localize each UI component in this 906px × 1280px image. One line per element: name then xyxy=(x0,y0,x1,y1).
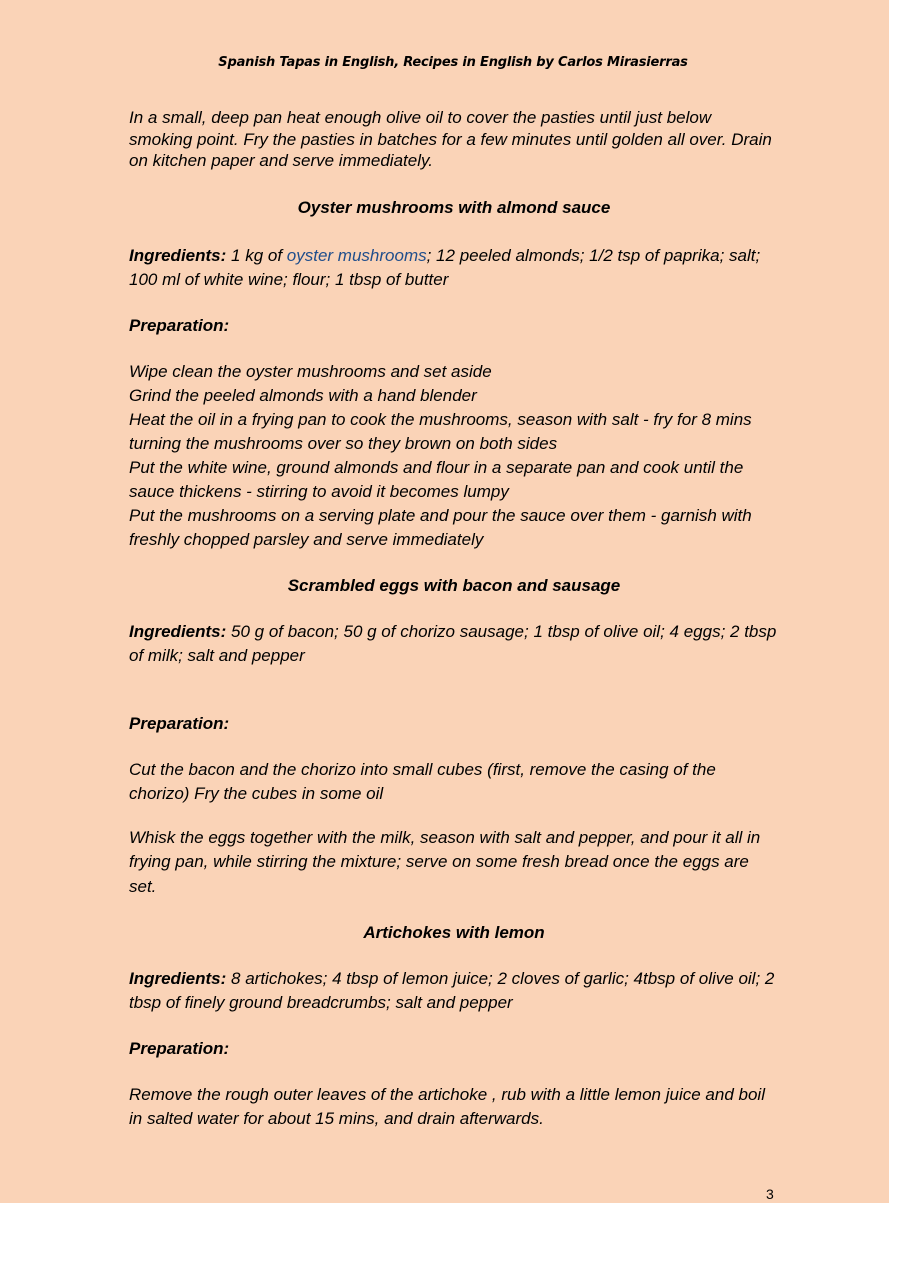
preparation-label: Preparation: xyxy=(129,315,230,335)
ingredients-artichokes xyxy=(129,967,779,1015)
ingredients-scrambled-eggs xyxy=(129,620,779,668)
recipe-title-oyster-mushrooms: Oyster mushrooms with almond sauce xyxy=(297,197,611,217)
preparation-step: Whisk the eggs together with the milk, season with salt and pepper, and pour it all in frying pan, while stirring the mixture; serve on some fresh bread once the eggs are set. xyxy=(129,827,761,896)
ingredients-text: 1 kg of xyxy=(226,245,287,265)
preparation-label: Preparation: xyxy=(129,1039,230,1058)
recipe-title-artichokes: Artichokes with lemon xyxy=(363,923,545,942)
ingredients-label: Ingredients: xyxy=(129,245,227,265)
ingredients-oyster-mushrooms xyxy=(129,244,779,292)
ingredients-text: 50 g of bacon; 50 g of chorizo sausage; 1 tbsp of olive oil; 4 eggs; 2 tbsp of milk; salt and pepper xyxy=(129,621,777,665)
oyster-mushrooms-link[interactable]: oyster mushrooms xyxy=(286,245,427,265)
ingredients-text: 8 artichokes; 4 tbsp of lemon juice; 2 cloves of garlic; 4tbsp of olive oil; 2 tbsp of finely ground breadcrumbs; salt and pepper xyxy=(129,969,775,1012)
preparation-step: Put the white wine, ground almonds and flour in a separate pan and cook until the sauce thickens - stirring to avoid it becomes lumpy xyxy=(129,457,744,501)
preparation-step: Wipe clean the oyster mushrooms and set aside xyxy=(129,361,492,381)
preparation-label: Preparation: xyxy=(129,713,230,733)
preparation-step: Heat the oil in a frying pan to cook the mushrooms, season with salt - fry for 8 mins turning the mushrooms over so they brown on both sides xyxy=(129,409,752,453)
preparation-step: Grind the peeled almonds with a hand blender xyxy=(129,385,477,405)
recipe-title-scrambled-eggs: Scrambled eggs with bacon and sausage xyxy=(287,575,621,595)
preparation-step: Put the mushrooms on a serving plate and pour the sauce over them - garnish with freshly chopped parsley and serve immediately xyxy=(129,505,752,549)
intro-paragraph: In a small, deep pan heat enough olive oil to cover the pasties until just below smoking point. Fry the pasties in batches for a few minutes until golden all over. Drain on kitchen paper and serve immediately. xyxy=(129,108,772,170)
ingredients-label: Ingredients: xyxy=(129,621,227,641)
ingredients-text: ; 12 peeled almonds; 1/2 tsp of paprika; salt; 100 ml of white wine; flour; 1 tbsp of butter xyxy=(129,245,761,289)
running-header: Spanish Tapas in English, Recipes in English by Carlos Mirasierras xyxy=(218,55,688,70)
page-content xyxy=(129,107,779,1131)
page-number: 3 xyxy=(766,1186,774,1202)
ingredients-label: Ingredients: xyxy=(129,969,227,988)
preparation-step: Cut the bacon and the chorizo into small cubes (first, remove the casing of the chorizo) Fry the cubes in some oil xyxy=(129,759,716,803)
preparation-step: Remove the rough outer leaves of the artichoke , rub with a little lemon juice and boil in salted water for about 15 mins, and drain afterwards. xyxy=(129,1085,765,1128)
